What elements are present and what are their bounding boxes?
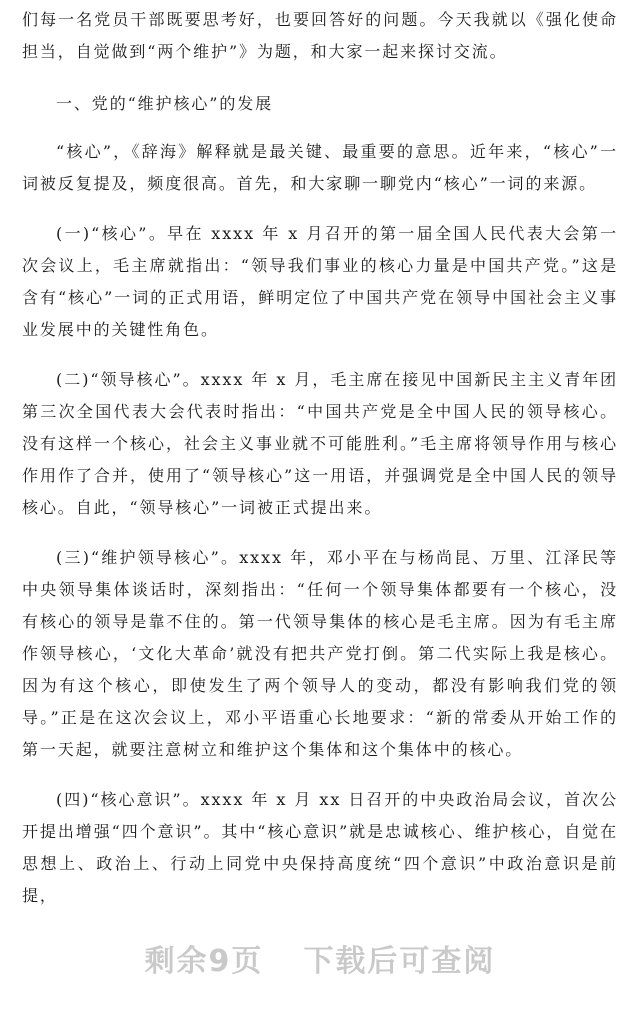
paragraph-item-1: (一)“核心”。早在 xxxx 年 x 月召开的第一届全国人民代表大会第一次会议上，毛主席就指出：“领导我们事业的核心力量是中国共产党。”这是含有“核心”一词的正式用语，鲜明定位了中国共产党在领导中国社会主义事业发展中的关键性角色。: [22, 224, 618, 339]
paragraph-item-3: (三)“维护领导核心”。xxxx 年，邓小平在与杨尚昆、万里、江泽民等中央领导集体谈话时，深刻指出：“任何一个领导集体都要有一个核心，没有核心的领导是靠不住的。第一代领导集体的核心是毛主席。因为有毛主席作领导核心，‘文化大革命’就没有把共产党打倒。第二代实际上我是核心。因为有这个核心，即使发生了两个领导人的变动，都没有影响我们党的领导。”正是在这次会议上，邓小平语重心长地要求：“新的常委从开始工作的第一天起，就要注意树立和维护这个集体和这个集体中的核心。: [22, 548, 618, 759]
paragraph-item-2: (二)“领导核心”。xxxx 年 x 月，毛主席在接见中国新民主主义青年团第三次全国代表大会代表时指出：“中国共产党是全中国人民的领导核心。没有这样一个核心，社会主义事业就不可能胜利。”毛主席将领导作用与核心作用作了合并，使用了“领导核心”这一用语，并强调党是全中国人民的领导核心。自此，“领导核心”一词被正式提出来。: [22, 370, 618, 517]
paragraph-core-definition: “核心”，《辞海》解释就是最关键、最重要的意思。近年来，“核心”一词被反复提及，频度很高。首先，和大家聊一聊党内“核心”一词的来源。: [22, 142, 618, 193]
paragraph-item-4: (四)“核心意识”。xxxx 年 x 月 xx 日召开的中央政治局会议，首次公开提出增强“四个意识”。其中“核心意识”就是忠诚核心、维护核心，自觉在思想上、政治上、行动上同党中央保持高度统“四个意识”中政治意识是前提，: [22, 790, 618, 905]
section-heading: 一、党的“维护核心”的发展: [56, 94, 274, 113]
remaining-pages-label: 剩余9页: [144, 944, 264, 979]
download-prompt-label: 下载后可查阅: [303, 944, 496, 979]
download-banner[interactable]: [0, 936, 640, 980]
paragraph-intro: 们每一名党员干部既要思考好，也要回答好的问题。今天我就以《强化使命担当，自觉做到“两个维护”》为题，和大家一起来探讨交流。: [22, 10, 618, 61]
